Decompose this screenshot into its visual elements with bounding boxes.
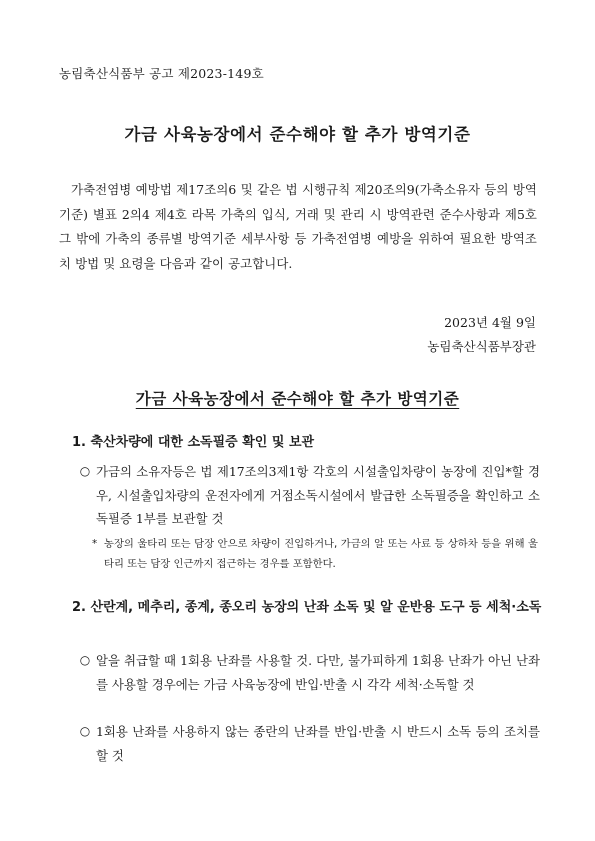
notice-date: 2023년 4월 9일 [444,315,536,330]
section-1-footnote-text: 농장의 울타리 또는 담장 안으로 차량이 진입하거나, 가금의 알 또는 사료 등 상하차 등을 위해 울타리 또는 담장 인근까지 접근하는 경우를 포함한다. [104,538,538,570]
footnote-mark: * [92,538,98,550]
section-2-item-1 [78,649,540,696]
section-title-text: 가금 사육농장에서 준수해야 할 추가 방역기준 [135,390,460,408]
issuer: 농림축산식품부장관 [427,339,536,354]
section-2-heading: 2. 산란계, 메추리, 종계, 종오리 농장의 난좌 소독 및 알 운반용 도구 등 세척·소독 [72,600,542,615]
section-title [0,387,595,409]
circle-bullet-icon: ○ [79,464,91,478]
circle-bullet-icon: ○ [79,724,91,738]
notice-number: 농림축산식품부 공고 제2023-149호 [59,66,264,81]
section-1-footnote [92,534,538,574]
main-title: 가금 사육농장에서 준수해야 할 추가 방역기준 [124,125,471,144]
section-2-item-1-text: 알을 취급할 때 1회용 난좌를 사용할 것. 다만, 불가피하게 1회용 난좌가 아닌 난좌를 사용할 경우에는 가금 사육농장에 반입·반출 시 각각 세척·소독할 것 [96,653,540,692]
section-1-item-1 [78,460,540,531]
section-2-item-2 [78,720,540,767]
section-2-item-2-text: 1회용 난좌를 사용하지 않는 종란의 난좌를 반입·반출 시 반드시 소독 등의 조치를 할 것 [96,724,540,763]
section-1-item-1-text: 가금의 소유자등은 법 제17조의3제1항 각호의 시설출입차량이 농장에 진입*할 경우, 시설출입차량의 운전자에게 거점소독시설에서 발급한 소독필증을 확인하고 소독필증 1부를 보관할 것 [96,464,540,526]
circle-bullet-icon: ○ [79,653,91,667]
section-1-heading: 1. 축산차량에 대한 소독필증 확인 및 보관 [72,435,315,450]
intro-paragraph: 가축전염병 예방법 제17조의6 및 같은 법 시행규칙 제20조의9(가축소유자 등의 방역기준) 별표 2의4 제4호 라목 가축의 입식, 거래 및 관리 시 방역관련 준수사항과 제5호 그 밖에 가축의 종류별 방역기준 세부사항 등 가축전염병 예방을 위하여 필요한 방역조치 방법 및 요령을 다음과 같이 공고합니다. [59,182,537,271]
